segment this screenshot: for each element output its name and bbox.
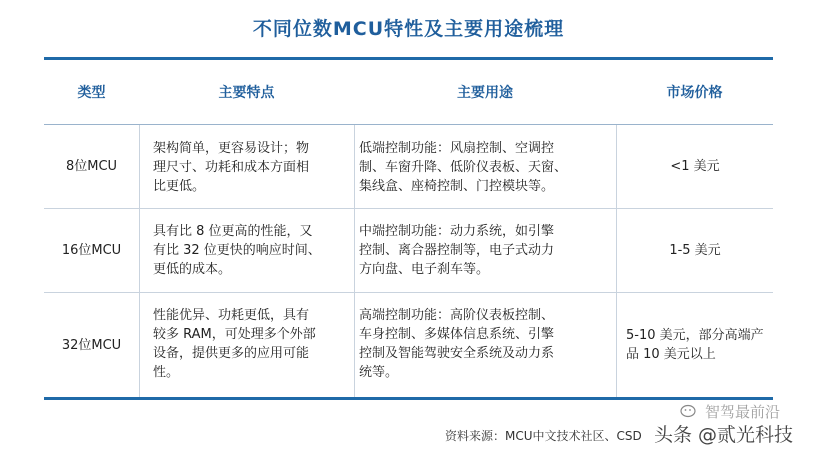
cell-line: 更低的成本。 bbox=[153, 262, 232, 277]
cell-line: 比更低。 bbox=[153, 179, 206, 194]
cell-price bbox=[617, 157, 773, 176]
cell-line: 品 10 美元以上 bbox=[626, 347, 716, 362]
cell-line: 统等。 bbox=[359, 365, 399, 380]
table-bottom-rule bbox=[44, 397, 773, 400]
page-title: 不同位数MCU特性及主要用途梳理 bbox=[252, 18, 565, 40]
cell-uses bbox=[359, 222, 614, 279]
cell-uses bbox=[359, 306, 614, 382]
cell-features bbox=[153, 306, 353, 382]
cell-line: 中端控制功能：动力系统，如引擎 bbox=[359, 224, 555, 239]
cell-line: 架构简单，更容易设计；物 bbox=[153, 141, 310, 156]
cell-type: 32位MCU bbox=[61, 338, 122, 353]
cell-uses bbox=[359, 139, 614, 196]
cell-line: 1-5 美元 bbox=[669, 243, 721, 258]
cell-price bbox=[617, 241, 773, 260]
watermark-faint: 智驾最前沿 bbox=[705, 403, 781, 421]
cell-features bbox=[153, 222, 353, 279]
cell-type: 16位MCU bbox=[61, 243, 122, 258]
cell-line: 控制及智能驾驶安全系统及动力系 bbox=[359, 346, 555, 361]
header-uses: 主要用途 bbox=[457, 85, 513, 101]
cell-line: 控制、离合器控制等，电子式动力 bbox=[359, 243, 555, 258]
cell-price bbox=[626, 326, 771, 364]
cell-line: <1 美元 bbox=[670, 159, 720, 174]
header-price: 市场价格 bbox=[666, 85, 723, 101]
header-divider bbox=[44, 124, 773, 125]
cell-type: 8位MCU bbox=[65, 159, 118, 174]
row-divider bbox=[44, 208, 773, 209]
header-type: 类型 bbox=[77, 85, 106, 101]
cell-line: 高端控制功能：高阶仪表板控制、 bbox=[359, 308, 555, 323]
cell-line: 方向盘、电子刹车等。 bbox=[359, 262, 490, 277]
cell-line: 5-10 美元，部分高端产 bbox=[626, 328, 764, 343]
column-divider bbox=[354, 125, 355, 397]
cell-line: 性。 bbox=[153, 365, 180, 380]
cell-line: 低端控制功能：风扇控制、空调控 bbox=[359, 141, 555, 156]
header-features: 主要特点 bbox=[218, 85, 275, 101]
cell-line: 制、车窗升降、低阶仪表板、天窗、 bbox=[359, 160, 568, 175]
cell-line: 性能优异、功耗更低，具有 bbox=[153, 308, 310, 323]
cell-line: 设备，提供更多的应用可能 bbox=[153, 346, 310, 361]
table-header bbox=[44, 60, 773, 124]
watermark: 头条 @贰光科技 bbox=[654, 424, 794, 446]
wechat-icon bbox=[680, 404, 700, 418]
row-divider bbox=[44, 292, 773, 293]
cell-line: 具有比 8 位更高的性能，又 bbox=[153, 224, 313, 239]
source-note: 资料来源：MCU中文技术社区、CSD bbox=[445, 429, 642, 443]
cell-features bbox=[153, 139, 353, 196]
cell-line: 车身控制、多媒体信息系统、引擎 bbox=[359, 327, 555, 342]
cell-line: 较多 RAM，可处理多个外部 bbox=[153, 327, 316, 342]
cell-line: 集线盒、座椅控制、门控模块等。 bbox=[359, 179, 555, 194]
cell-line: 有比 32 位更快的响应时间、 bbox=[153, 243, 321, 258]
cell-line: 理尺寸、功耗和成本方面相 bbox=[153, 160, 310, 175]
column-divider bbox=[139, 125, 140, 397]
